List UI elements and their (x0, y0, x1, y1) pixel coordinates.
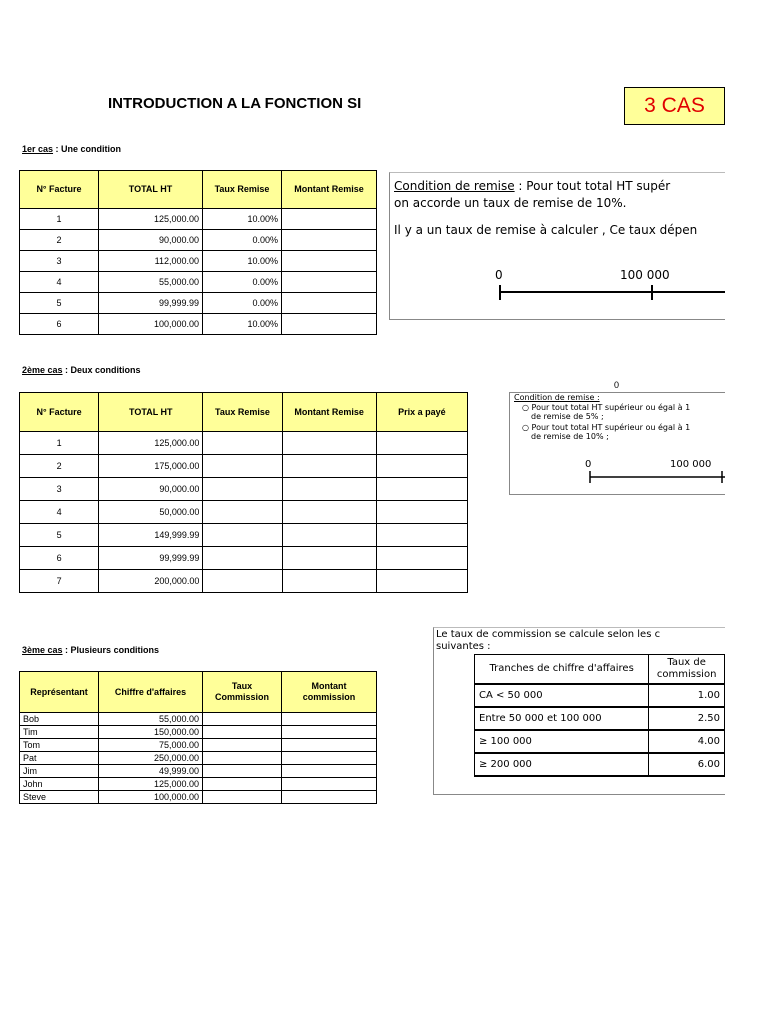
table-cell[interactable]: 75,000.00 (99, 739, 203, 752)
table-cell[interactable]: 3 (20, 251, 99, 272)
table-cell[interactable] (282, 726, 377, 739)
table-cell[interactable]: 5 (20, 293, 99, 314)
table-row (20, 765, 377, 778)
case1-header-cell: Taux Remise (203, 171, 282, 209)
table-cell[interactable] (376, 478, 467, 501)
commission-row (475, 707, 725, 730)
table-row (20, 791, 377, 804)
commission-row (475, 684, 725, 707)
table-cell[interactable]: 10.00% (203, 251, 282, 272)
case2-label (22, 365, 141, 375)
cas-badge: 3 CAS (624, 87, 725, 125)
table-cell[interactable] (282, 570, 376, 593)
table-cell[interactable] (282, 209, 377, 230)
case1-header-cell: N° Facture (20, 171, 99, 209)
table-row (20, 230, 377, 251)
table-cell[interactable]: 6 (20, 314, 99, 335)
table-cell[interactable] (282, 314, 377, 335)
table-cell[interactable] (203, 547, 282, 570)
commission-row (475, 753, 725, 776)
case1-axis-100k: 100 000 (620, 268, 670, 282)
table-cell[interactable]: Bob (20, 713, 99, 726)
table-row (20, 432, 468, 455)
table-row (20, 209, 377, 230)
table-cell[interactable] (282, 739, 377, 752)
table-cell[interactable] (282, 524, 376, 547)
page-title: INTRODUCTION A LA FONCTION SI (108, 95, 362, 112)
table-cell[interactable] (376, 501, 467, 524)
table-cell[interactable] (203, 778, 282, 791)
table-cell[interactable] (203, 713, 282, 726)
table-cell[interactable] (282, 501, 376, 524)
table-cell[interactable] (282, 752, 377, 765)
table-cell[interactable]: 0.00% (203, 293, 282, 314)
table-row (20, 547, 468, 570)
case2-header-cell: Prix a payé (376, 393, 467, 432)
table-row (20, 739, 377, 752)
table-cell[interactable] (203, 726, 282, 739)
stray-zero: 0 (614, 380, 620, 390)
table-cell[interactable]: 99,999.99 (99, 547, 203, 570)
table-cell[interactable] (376, 432, 467, 455)
table-row (20, 570, 468, 593)
case3-header-row (20, 672, 377, 713)
table-cell[interactable]: Tim (20, 726, 99, 739)
table-cell[interactable]: 55,000.00 (99, 272, 203, 293)
commission-tranche: ≥ 200 000 (475, 753, 649, 776)
case2-bullet1-line2: de remise de 5% ; (531, 412, 604, 421)
commission-taux: 1.00 (649, 684, 725, 707)
table-cell[interactable] (282, 251, 377, 272)
table-cell[interactable]: 125,000.00 (99, 432, 203, 455)
table-cell[interactable]: 100,000.00 (99, 791, 203, 804)
table-cell[interactable]: 175,000.00 (99, 455, 203, 478)
table-cell[interactable]: 125,000.00 (99, 778, 203, 791)
case3-header-cell: Taux Commission (203, 672, 282, 713)
table-cell[interactable]: 149,999.99 (99, 524, 203, 547)
case1-label-num: 1er cas (22, 144, 54, 154)
case1-header-cell: Montant Remise (282, 171, 377, 209)
table-cell[interactable] (203, 432, 282, 455)
case3-label-text: : Plusieurs conditions (62, 645, 160, 655)
table-cell[interactable]: 150,000.00 (99, 726, 203, 739)
table-cell[interactable]: 10.00% (203, 314, 282, 335)
table-cell[interactable]: 100,000.00 (99, 314, 203, 335)
bullet-icon: ○ (522, 423, 532, 432)
table-cell[interactable] (376, 524, 467, 547)
case2-header-row (20, 393, 468, 432)
case1-panel-line3: Il y a un taux de remise à calculer , Ce taux dépen (394, 223, 698, 237)
case3-table (19, 671, 377, 804)
case2-axis-100k: 100 000 (670, 459, 712, 470)
table-cell[interactable]: 2 (20, 455, 99, 478)
table-cell[interactable]: 250,000.00 (99, 752, 203, 765)
table-cell[interactable]: Jim (20, 765, 99, 778)
table-cell[interactable]: 4 (20, 272, 99, 293)
case3-panel-line1: Le taux de commission se calcule selon les c (436, 629, 661, 640)
table-row (20, 293, 377, 314)
commission-rate-table (474, 654, 725, 777)
table-cell[interactable]: 6 (20, 547, 99, 570)
table-cell[interactable] (203, 478, 282, 501)
table-cell[interactable]: 90,000.00 (99, 478, 203, 501)
table-cell[interactable] (282, 455, 376, 478)
table-cell[interactable]: 5 (20, 524, 99, 547)
table-row (20, 713, 377, 726)
commission-taux: 4.00 (649, 730, 725, 753)
table-cell[interactable]: Steve (20, 791, 99, 804)
table-cell[interactable]: 112,000.00 (99, 251, 203, 272)
bullet-icon: ○ (522, 403, 532, 412)
table-row (20, 314, 377, 335)
table-cell[interactable] (203, 739, 282, 752)
case3-header-cell: Représentant (20, 672, 99, 713)
case3-label-num: 3ème cas (22, 645, 63, 655)
table-row (20, 778, 377, 791)
table-cell[interactable]: 125,000.00 (99, 209, 203, 230)
table-cell[interactable]: 200,000.00 (99, 570, 203, 593)
table-row (20, 251, 377, 272)
table-cell[interactable]: 99,999.99 (99, 293, 203, 314)
case1-panel-heading: Condition de remise (394, 179, 515, 193)
table-cell[interactable]: Tom (20, 739, 99, 752)
table-cell[interactable]: 3 (20, 478, 99, 501)
table-cell[interactable]: 0.00% (203, 230, 282, 251)
case1-header-cell: TOTAL HT (99, 171, 203, 209)
commission-tranche: ≥ 100 000 (475, 730, 649, 753)
case1-condition-image (389, 172, 725, 320)
case2-header-cell: TOTAL HT (99, 393, 203, 432)
case2-condition-image (509, 392, 725, 495)
table-cell[interactable] (203, 524, 282, 547)
case3-label (22, 645, 159, 655)
case2-axis-line (510, 393, 725, 494)
case1-table (19, 170, 377, 335)
case1-axis-line (390, 173, 725, 319)
table-row (20, 501, 468, 524)
case2-header-cell: Taux Remise (203, 393, 282, 432)
table-cell[interactable]: 2 (20, 230, 99, 251)
case3-header-cell: Chiffre d'affaires (99, 672, 203, 713)
case1-panel-line1-rest: : Pour tout total HT supér (514, 179, 671, 193)
case2-label-num: 2ème cas (22, 365, 63, 375)
case1-label (22, 144, 121, 154)
table-row (20, 524, 468, 547)
table-cell[interactable]: 1 (20, 209, 99, 230)
table-cell[interactable] (282, 293, 377, 314)
table-cell[interactable] (282, 713, 377, 726)
table-row (20, 752, 377, 765)
commission-header-row (475, 655, 725, 685)
case1-header-row (20, 171, 377, 209)
case3-header-cell: Montant commission (282, 672, 377, 713)
table-cell[interactable]: 55,000.00 (99, 713, 203, 726)
table-cell[interactable] (203, 570, 282, 593)
table-cell[interactable]: 50,000.00 (99, 501, 203, 524)
table-cell[interactable]: 7 (20, 570, 99, 593)
case1-axis-zero: 0 (495, 268, 503, 282)
table-cell[interactable] (282, 791, 377, 804)
table-row (20, 272, 377, 293)
case1-panel-line2: on accorde un taux de remise de 10%. (394, 196, 627, 210)
table-cell[interactable] (203, 752, 282, 765)
table-cell[interactable] (282, 478, 376, 501)
case3-panel-line2: suivantes : (436, 641, 491, 652)
case2-axis-zero: 0 (585, 459, 592, 470)
table-cell[interactable] (376, 570, 467, 593)
table-cell[interactable] (282, 765, 377, 778)
table-cell[interactable] (376, 455, 467, 478)
commission-tranche: Entre 50 000 et 100 000 (475, 707, 649, 730)
table-cell[interactable]: 4 (20, 501, 99, 524)
table-cell[interactable] (376, 547, 467, 570)
table-cell[interactable]: 10.00% (203, 209, 282, 230)
table-cell[interactable] (282, 778, 377, 791)
table-row (20, 726, 377, 739)
commission-row (475, 730, 725, 753)
table-cell[interactable]: Pat (20, 752, 99, 765)
table-row (20, 455, 468, 478)
commission-tranche: CA < 50 000 (475, 684, 649, 707)
table-cell[interactable] (282, 272, 377, 293)
case2-label-text: : Deux conditions (62, 365, 141, 375)
table-cell[interactable] (203, 455, 282, 478)
commission-col-tranches: Tranches de chiffre d'affaires (475, 655, 649, 685)
table-cell[interactable]: 90,000.00 (99, 230, 203, 251)
table-cell[interactable] (282, 230, 377, 251)
table-cell[interactable] (203, 501, 282, 524)
case2-table (19, 392, 468, 593)
table-cell[interactable]: John (20, 778, 99, 791)
case2-header-cell: Montant Remise (282, 393, 376, 432)
table-cell[interactable] (203, 791, 282, 804)
case1-label-text: : Une condition (53, 144, 122, 154)
table-cell[interactable] (203, 765, 282, 778)
case2-bullet1-text: Pour tout total HT supérieur ou égal à 1 (531, 403, 691, 412)
table-cell[interactable]: 49,999.00 (99, 765, 203, 778)
table-cell[interactable]: 1 (20, 432, 99, 455)
table-cell[interactable] (282, 547, 376, 570)
commission-taux: 6.00 (649, 753, 725, 776)
table-cell[interactable] (282, 432, 376, 455)
table-row (20, 478, 468, 501)
table-cell[interactable]: 0.00% (203, 272, 282, 293)
case2-header-cell: N° Facture (20, 393, 99, 432)
case2-bullet2-text: Pour tout total HT supérieur ou égal à 1 (531, 423, 691, 432)
case3-condition-image (433, 627, 725, 795)
case2-bullet2-line2: de remise de 10% ; (531, 432, 609, 441)
case2-panel-heading: Condition de remise : (514, 393, 600, 402)
commission-taux: 2.50 (649, 707, 725, 730)
commission-col-taux: Taux de commission (649, 655, 725, 685)
